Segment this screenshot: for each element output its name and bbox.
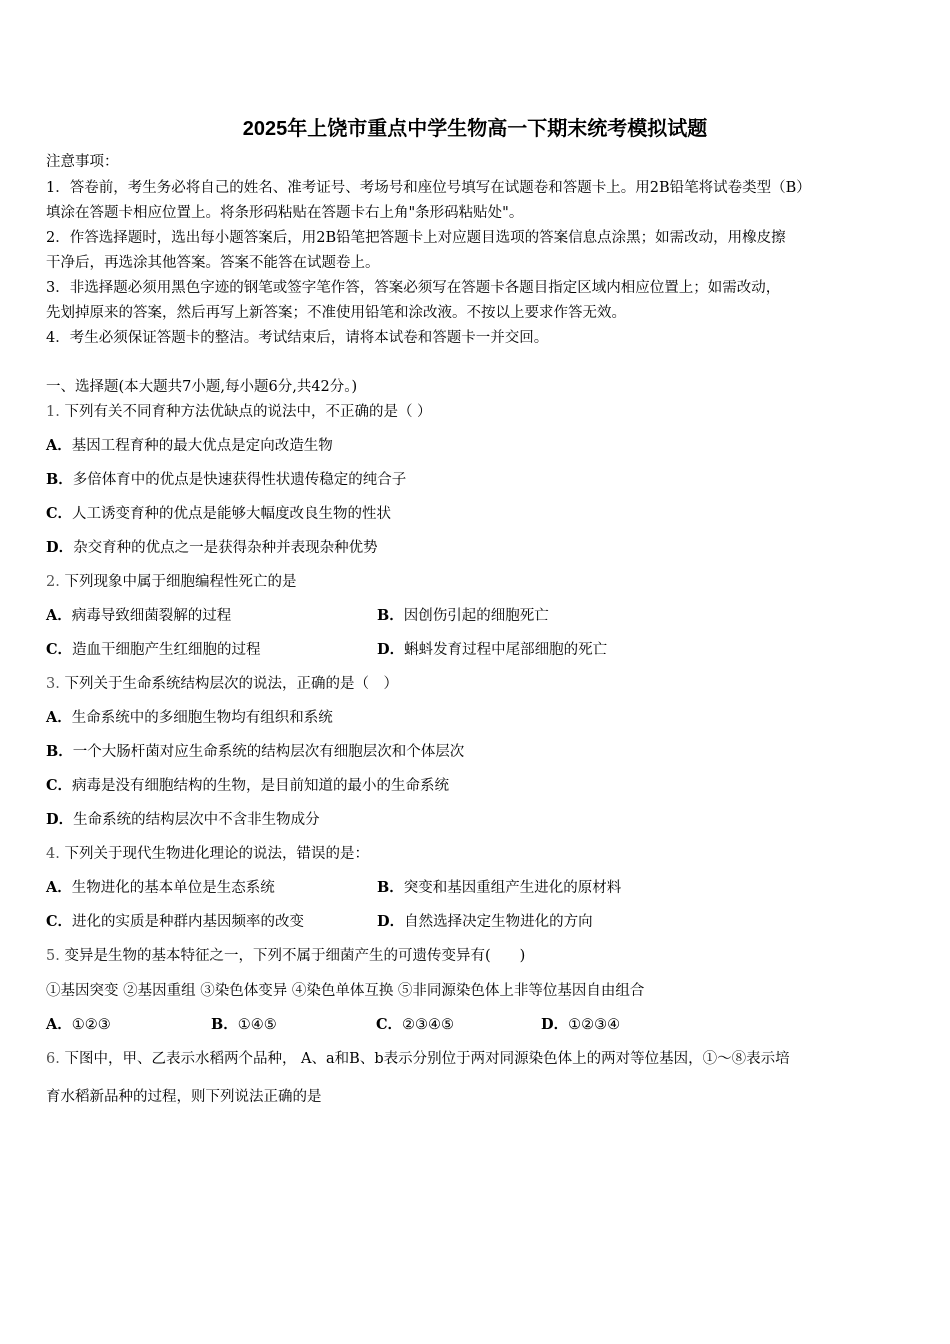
notice-line: 填涂在答题卡相应位置上。将条形码粘贴在答题卡右上角"条形码粘贴处"。 bbox=[46, 205, 524, 221]
question-number: 6. bbox=[46, 1051, 60, 1067]
option-label: C． bbox=[46, 505, 73, 522]
question-text: 下列现象中属于细胞编程性死亡的是 bbox=[64, 574, 297, 590]
q1-option-d bbox=[46, 536, 378, 557]
question-4-stem bbox=[46, 842, 369, 863]
option-label: B． bbox=[46, 471, 73, 488]
option-label: B． bbox=[46, 743, 73, 760]
question-text: 变异是生物的基本特征之一，下列不属于细菌产生的可遗传变异有( ) bbox=[64, 948, 526, 964]
option-text: 病毒导致细菌裂解的过程 bbox=[71, 608, 232, 624]
question-number: 5. bbox=[46, 948, 60, 964]
option-text: 突变和基因重组产生进化的原材料 bbox=[403, 880, 622, 896]
exam-title: 2025年上饶市重点中学生物高一下期末统考模拟试题 bbox=[242, 118, 708, 140]
option-label: D． bbox=[46, 539, 74, 556]
option-label: B． bbox=[211, 1016, 238, 1033]
q4-option-a bbox=[46, 876, 275, 897]
q4-option-b bbox=[377, 876, 621, 897]
question-5-stem bbox=[46, 944, 525, 965]
option-text: 因创伤引起的细胞死亡 bbox=[403, 608, 549, 624]
option-label: A． bbox=[46, 437, 72, 454]
q5-option-c bbox=[376, 1013, 454, 1034]
q1-option-b bbox=[46, 468, 406, 489]
notice-line: 3．非选择题必须用黑色字迹的钢笔或签字笔作答，答案必须写在答题卡各题目指定区域内相应位置上；如需改动， bbox=[46, 280, 781, 296]
question-2-stem bbox=[46, 570, 296, 591]
question-3-stem bbox=[46, 672, 398, 693]
question-text: 下列有关不同育种方法优缺点的说法中，不正确的是（ ） bbox=[64, 404, 432, 420]
option-text: ①④⑤ bbox=[237, 1017, 277, 1033]
option-text: 自然选择决定生物进化的方向 bbox=[404, 914, 593, 930]
section-heading: 一、选择题(本大题共7小题,每小题6分,共42分。) bbox=[46, 379, 358, 395]
notice-line: 4．考生必须保证答题卡的整洁。考试结束后，请将本试卷和答题卡一并交回。 bbox=[46, 330, 549, 346]
question-text: 下列关于现代生物进化理论的说法，错误的是： bbox=[64, 846, 369, 862]
option-text: 蝌蚪发育过程中尾部细胞的死亡 bbox=[404, 642, 608, 658]
option-text: 一个大肠杆菌对应生命系统的结构层次有细胞层次和个体层次 bbox=[72, 744, 465, 760]
q3-option-d bbox=[46, 808, 320, 829]
question-number: 1. bbox=[46, 404, 60, 420]
q3-option-c bbox=[46, 774, 449, 795]
q2-option-c bbox=[46, 638, 261, 659]
option-label: D． bbox=[46, 811, 74, 828]
question-6-stem bbox=[46, 1047, 790, 1068]
option-label: A． bbox=[46, 607, 72, 624]
option-text: 造血干细胞产生红细胞的过程 bbox=[72, 642, 261, 658]
q2-option-a bbox=[46, 604, 231, 625]
option-text: ②③④⑤ bbox=[402, 1017, 455, 1033]
option-label: C． bbox=[376, 1016, 403, 1033]
q2-option-d bbox=[377, 638, 607, 659]
q4-option-c bbox=[46, 910, 304, 931]
question-6-stem-continued: 育水稻新品种的过程，则下列说法正确的是 bbox=[46, 1089, 322, 1105]
q3-option-a bbox=[46, 706, 333, 727]
option-text: 基因工程育种的最大优点是定向改造生物 bbox=[71, 438, 333, 454]
option-label: D． bbox=[377, 641, 405, 658]
question-text: 下图中，甲、乙表示水稻两个品种， A、a和B、b表示分别位于两对同源染色体上的两对等位基因，①～⑧表示培 bbox=[64, 1051, 790, 1067]
q5-items: ①基因突变 ②基因重组 ③染色体变异 ④染色单体互换 ⑤非同源染色体上非等位基因自由组合 bbox=[46, 983, 645, 999]
question-1-stem bbox=[46, 400, 432, 421]
option-label: C． bbox=[46, 913, 73, 930]
option-label: A． bbox=[46, 879, 72, 896]
option-label: A． bbox=[46, 709, 72, 726]
question-number: 3. bbox=[46, 676, 60, 692]
q2-option-b bbox=[377, 604, 549, 625]
option-text: 生命系统中的多细胞生物均有组织和系统 bbox=[71, 710, 333, 726]
q1-option-c bbox=[46, 502, 391, 523]
q3-option-b bbox=[46, 740, 464, 761]
notice-line: 1．答卷前，考生务必将自己的姓名、准考证号、考场号和座位号填写在试题卷和答题卡上。用2B铅笔将试卷类型（B） bbox=[46, 180, 811, 196]
notice-line: 先划掉原来的答案，然后再写上新答案；不准使用铅笔和涂改液。不按以上要求作答无效。 bbox=[46, 305, 626, 321]
question-number: 4. bbox=[46, 846, 60, 862]
option-text: 进化的实质是种群内基因频率的改变 bbox=[72, 914, 305, 930]
option-label: B． bbox=[377, 879, 404, 896]
option-text: ①②③④ bbox=[568, 1017, 621, 1033]
q4-option-d bbox=[377, 910, 593, 931]
q5-option-a bbox=[46, 1013, 111, 1034]
option-text: 人工诱变育种的优点是能够大幅度改良生物的性状 bbox=[72, 506, 392, 522]
option-label: D． bbox=[377, 913, 405, 930]
q5-option-b bbox=[211, 1013, 277, 1034]
option-label: C． bbox=[46, 641, 73, 658]
option-label: B． bbox=[377, 607, 404, 624]
option-label: A． bbox=[46, 1016, 72, 1033]
option-text: 病毒是没有细胞结构的生物，是目前知道的最小的生命系统 bbox=[72, 778, 450, 794]
notice-heading: 注意事项： bbox=[46, 154, 119, 170]
option-text: 生物进化的基本单位是生态系统 bbox=[71, 880, 275, 896]
option-label: C． bbox=[46, 777, 73, 794]
q5-option-d bbox=[541, 1013, 620, 1034]
q1-option-a bbox=[46, 434, 333, 455]
option-text: ①②③ bbox=[71, 1017, 111, 1033]
option-text: 多倍体育中的优点是快速获得性状遗传稳定的纯合子 bbox=[72, 472, 407, 488]
notice-line: 2．作答选择题时，选出每小题答案后，用2B铅笔把答题卡上对应题目选项的答案信息点涂黑；如需改动，用橡皮擦 bbox=[46, 230, 786, 246]
option-label: D． bbox=[541, 1016, 569, 1033]
option-text: 杂交育种的优点之一是获得杂种并表现杂种优势 bbox=[73, 540, 378, 556]
option-text: 生命系统的结构层次中不含非生物成分 bbox=[73, 812, 320, 828]
question-text: 下列关于生命系统结构层次的说法，正确的是（ ） bbox=[64, 676, 398, 692]
question-number: 2. bbox=[46, 574, 60, 590]
notice-line: 干净后，再选涂其他答案。答案不能答在试题卷上。 bbox=[46, 255, 380, 271]
